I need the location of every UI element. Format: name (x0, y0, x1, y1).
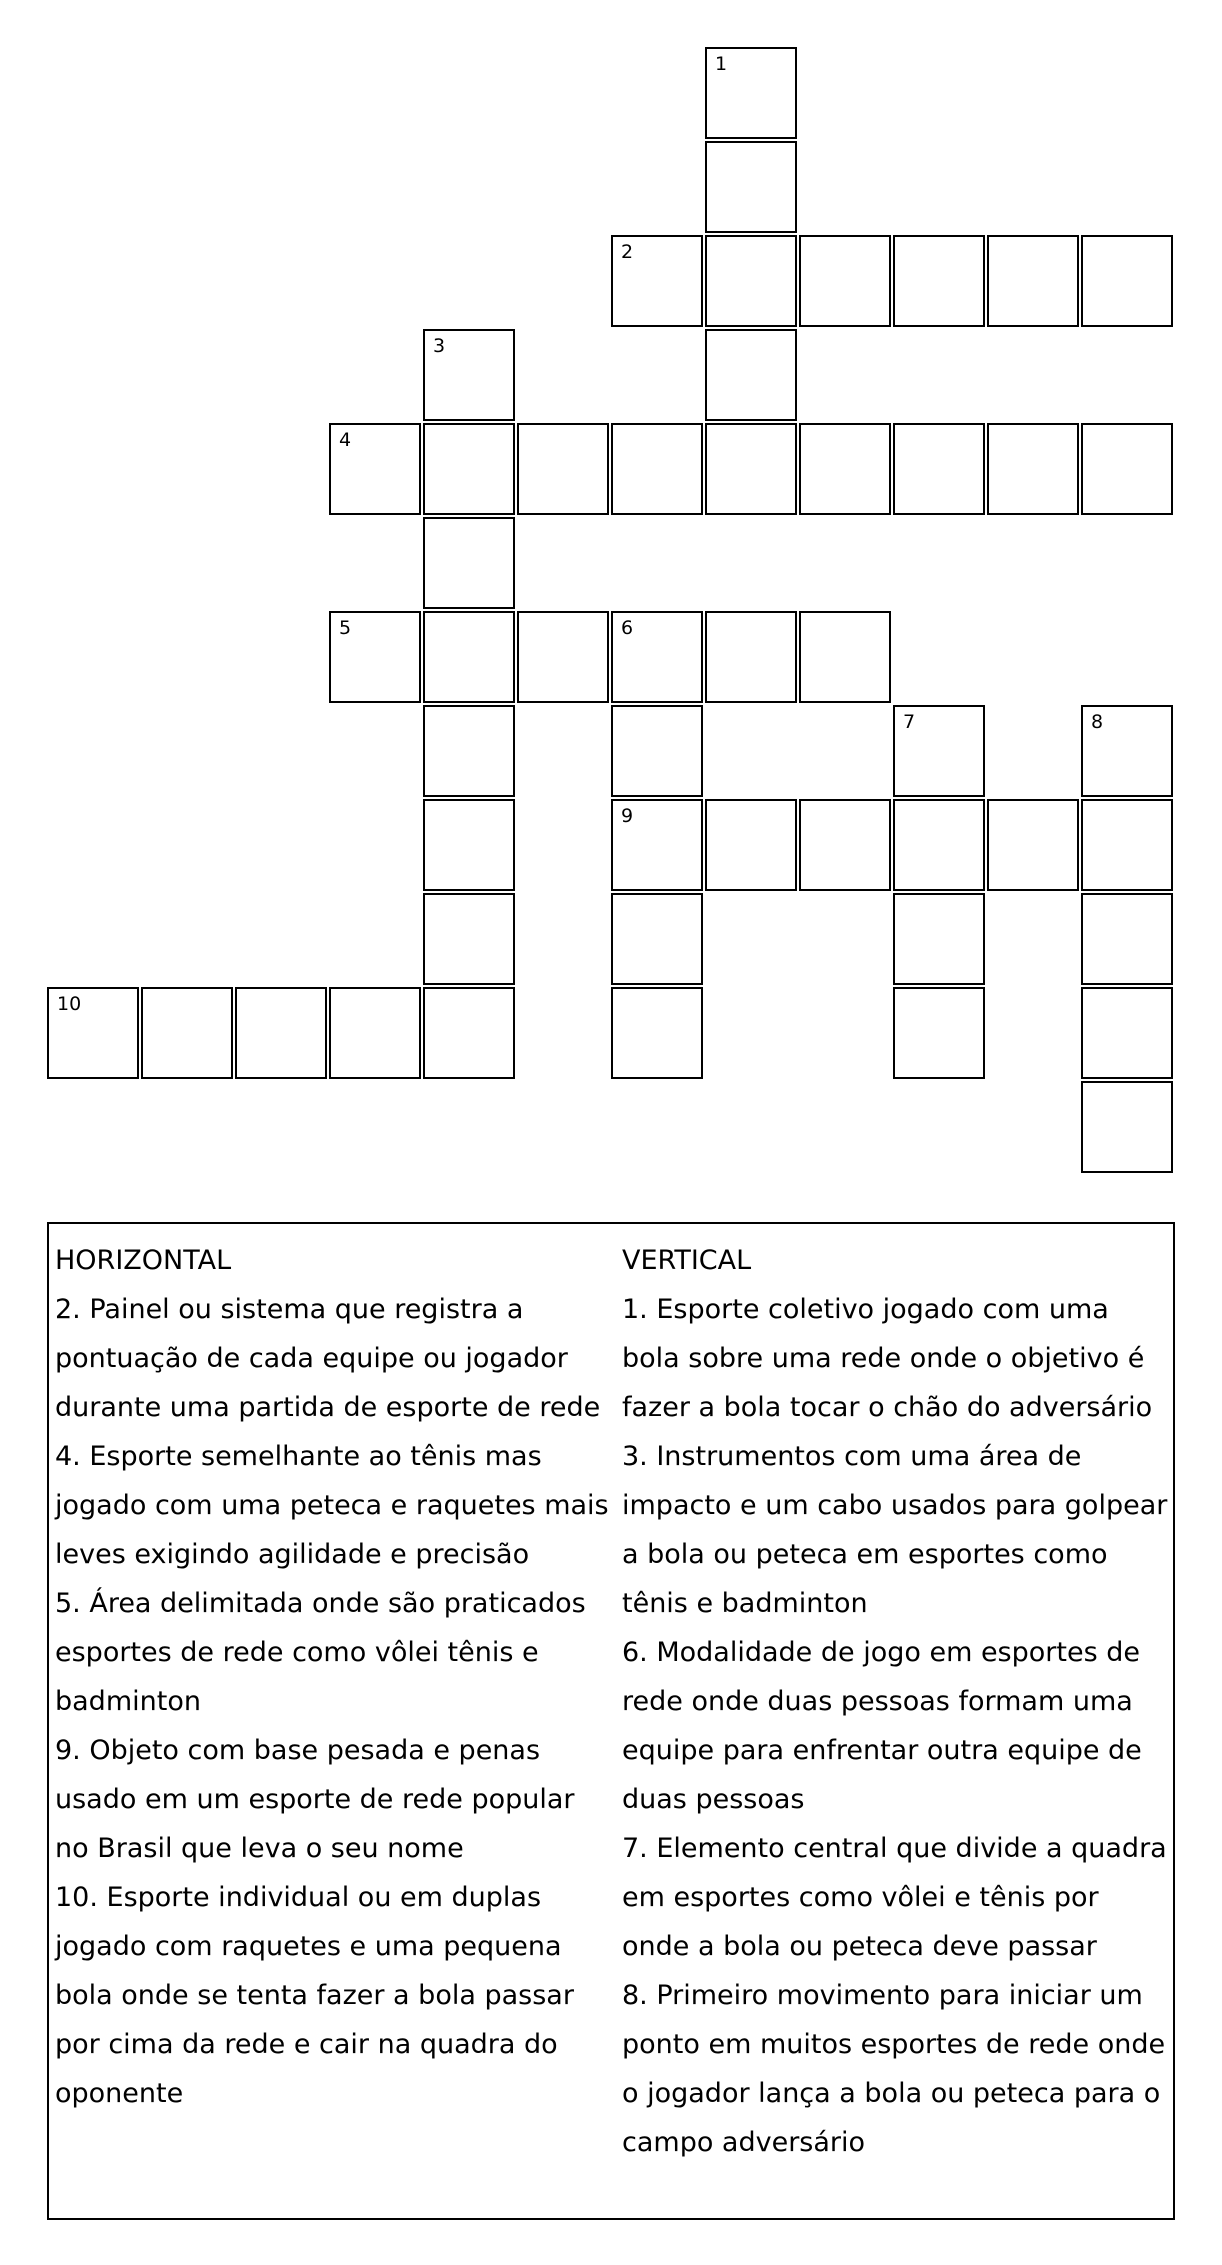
clue-number: 3 (433, 335, 446, 357)
crossword-cell[interactable] (705, 611, 797, 703)
crossword-cell[interactable] (423, 329, 515, 421)
clue-v-7: 7. Elemento central que divide a quadra em esportes como vôlei e tênis por onde a bola ou peteca deve passar (622, 1833, 1167, 1962)
clue-h-4: 4. Esporte semelhante ao tênis mas jogado com uma peteca e raquetes mais leves exigindo agilidade e precisão (55, 1441, 609, 1570)
crossword-cell[interactable] (893, 893, 985, 985)
crossword-cell[interactable] (705, 47, 797, 139)
crossword-cell[interactable] (235, 987, 327, 1079)
crossword-cell[interactable] (705, 235, 797, 327)
crossword-cell[interactable] (423, 799, 515, 891)
crossword-cell[interactable] (1081, 799, 1173, 891)
crossword-cell[interactable] (611, 705, 703, 797)
crossword-cell[interactable] (799, 611, 891, 703)
crossword-cell[interactable] (423, 611, 515, 703)
crossword-cell[interactable] (141, 987, 233, 1079)
crossword-cell[interactable] (1081, 893, 1173, 985)
crossword-cell[interactable] (1081, 423, 1173, 515)
crossword-cell[interactable] (705, 141, 797, 233)
crossword-cell[interactable] (893, 987, 985, 1079)
clue-number: 9 (621, 805, 634, 827)
crossword-cell[interactable] (329, 611, 421, 703)
crossword-cell[interactable] (705, 423, 797, 515)
crossword-cell[interactable] (517, 423, 609, 515)
crossword-cell[interactable] (611, 423, 703, 515)
crossword-cell[interactable] (893, 705, 985, 797)
crossword-cell[interactable] (423, 517, 515, 609)
vertical-clues (622, 1236, 1172, 2167)
crossword-cell[interactable] (1081, 987, 1173, 1079)
crossword-cell[interactable] (1081, 1081, 1173, 1173)
crossword-cell[interactable] (799, 799, 891, 891)
crossword-cell[interactable] (423, 705, 515, 797)
clue-v-1: 1. Esporte coletivo jogado com uma bola sobre uma rede onde o objetivo é fazer a bola tocar o chão do adversário (622, 1294, 1153, 1423)
clue-number: 2 (621, 241, 634, 263)
clue-number: 1 (715, 53, 728, 75)
crossword-cell[interactable] (611, 987, 703, 1079)
crossword-cell[interactable] (611, 235, 703, 327)
crossword-cell[interactable] (705, 329, 797, 421)
horizontal-heading: HORIZONTAL (55, 1245, 232, 1276)
crossword-cell[interactable] (987, 799, 1079, 891)
crossword-cell[interactable] (987, 235, 1079, 327)
horizontal-clues (55, 1236, 615, 2118)
clue-h-9: 9. Objeto com base pesada e penas usado em um esporte de rede popular no Brasil que leva o seu nome (55, 1735, 575, 1864)
crossword-cell[interactable] (893, 423, 985, 515)
crossword-cell[interactable] (611, 799, 703, 891)
crossword-cell[interactable] (1081, 235, 1173, 327)
crossword-cell[interactable] (893, 799, 985, 891)
clue-number: 7 (903, 711, 916, 733)
crossword-cell[interactable] (423, 987, 515, 1079)
vertical-heading: VERTICAL (622, 1245, 752, 1276)
crossword-cell[interactable] (517, 611, 609, 703)
crossword-cell[interactable] (611, 611, 703, 703)
clue-number: 10 (57, 993, 82, 1015)
clue-number: 5 (339, 617, 352, 639)
crossword-cell[interactable] (1081, 705, 1173, 797)
clues-box (47, 1222, 1175, 2220)
crossword-cell[interactable] (423, 423, 515, 515)
clue-h-2: 2. Painel ou sistema que registra a pontuação de cada equipe ou jogador durante uma partida de esporte de rede (55, 1294, 601, 1423)
clue-h-5: 5. Área delimitada onde são praticados esportes de rede como vôlei tênis e badminton (55, 1588, 586, 1717)
crossword-cell[interactable] (893, 235, 985, 327)
clue-v-3: 3. Instrumentos com uma área de impacto e um cabo usados para golpear a bola ou peteca em esportes como tênis e badminton (622, 1441, 1168, 1619)
clue-number: 6 (621, 617, 634, 639)
crossword-cell[interactable] (423, 893, 515, 985)
crossword-cell[interactable] (799, 423, 891, 515)
crossword-cell[interactable] (47, 987, 139, 1079)
clue-number: 4 (339, 429, 352, 451)
clue-number: 8 (1091, 711, 1104, 733)
crossword-cell[interactable] (329, 987, 421, 1079)
clue-v-8: 8. Primeiro movimento para iniciar um ponto em muitos esportes de rede onde o jogador lança a bola ou peteca para o campo adversário (622, 1980, 1166, 2158)
clue-h-10: 10. Esporte individual ou em duplas jogado com raquetes e uma pequena bola onde se tenta fazer a bola passar por cima da rede e cair na quadra do oponente (55, 1882, 574, 2109)
crossword-cell[interactable] (329, 423, 421, 515)
crossword-cell[interactable] (611, 893, 703, 985)
crossword-cell[interactable] (799, 235, 891, 327)
clue-v-6: 6. Modalidade de jogo em esportes de rede onde duas pessoas formam uma equipe para enfrentar outra equipe de duas pessoas (622, 1637, 1142, 1815)
crossword-cell[interactable] (987, 423, 1079, 515)
crossword-cell[interactable] (705, 799, 797, 891)
